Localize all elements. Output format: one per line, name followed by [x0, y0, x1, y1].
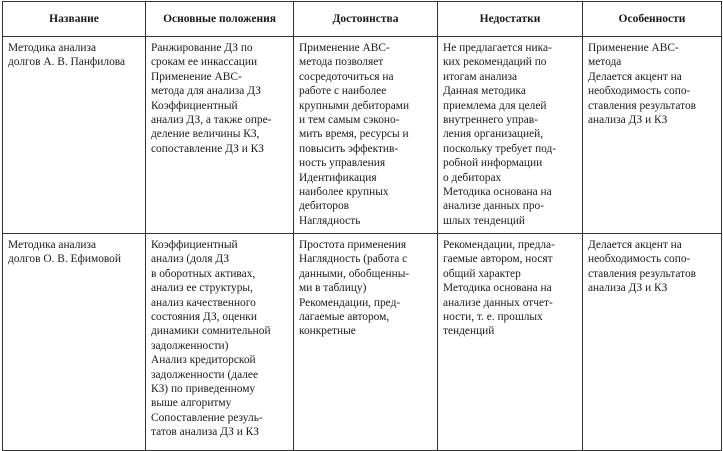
cell-advantages	[294, 234, 438, 451]
text-line: мить время, ресурсы и	[299, 128, 409, 141]
text-line: ности, т. е. прошлых	[443, 311, 543, 324]
cell-text	[8, 238, 142, 267]
text-line: метода позволяет	[299, 56, 384, 69]
header-row	[3, 2, 722, 37]
text-line: Коэффициентный	[151, 99, 238, 112]
text-line: наиболее крупных	[299, 186, 389, 199]
text-line: долгов А. В. Панфилова	[8, 56, 126, 69]
text-line: выше алгоритму	[151, 397, 232, 410]
text-line: в оборотных активах,	[151, 267, 256, 280]
text-line: конкретные	[299, 325, 356, 338]
table-row	[3, 37, 722, 234]
text-line: поскольку требует под-	[443, 142, 557, 155]
text-line: Наглядность (работа с	[299, 253, 408, 266]
text-line: деление величины КЗ,	[151, 128, 260, 141]
text-line: Методика основана на	[443, 282, 552, 295]
text-line: ставления результатов	[588, 267, 697, 280]
text-line: задолженности (далее	[151, 368, 259, 381]
text-line: ставления результатов	[588, 99, 697, 112]
text-line: Не предлагается ника-	[443, 42, 552, 54]
text-line: общий характер	[443, 267, 521, 280]
text-line: необходимость сопо-	[588, 253, 691, 266]
cell-text	[151, 238, 290, 440]
text-line: Применение ABC-	[299, 42, 390, 54]
text-line: Коэффициентный	[151, 239, 238, 251]
text-line: робной информации	[443, 157, 543, 170]
text-line: Методика анализа	[8, 239, 97, 251]
header-main-points: Основные положения	[146, 2, 294, 37]
text-line: гаемые автором, носят	[443, 253, 553, 266]
text-line: работе с наиболее	[299, 85, 387, 98]
text-line: анализа ДЗ и КЗ	[588, 282, 668, 295]
text-line: итогам анализа	[443, 70, 518, 83]
text-line: Рекомендации, предла-	[443, 239, 555, 251]
cell-name	[3, 37, 146, 234]
header-advantages: Достоинства	[294, 2, 438, 37]
cell-main-points	[146, 234, 294, 451]
cell-text	[299, 238, 434, 339]
text-line: КЗ) по приведенному	[151, 383, 256, 396]
text-line: сопоставление ДЗ и КЗ	[151, 142, 264, 155]
cell-main-points	[146, 37, 294, 234]
cell-disadvantages	[438, 37, 583, 234]
text-line: Рекомендации, пред-	[299, 296, 401, 309]
text-line: Применение ABC-	[151, 70, 242, 83]
cell-text	[588, 238, 718, 296]
cell-text	[443, 41, 579, 228]
text-line: ми в таблицу)	[299, 282, 367, 295]
text-line: лагаемые автором,	[299, 311, 390, 324]
text-line: тенденций	[443, 325, 495, 338]
cell-features	[583, 234, 722, 451]
text-line: необходимость сопо-	[588, 85, 691, 98]
text-line: сосредоточиться на	[299, 70, 394, 83]
text-line: и тем самым сэконо-	[299, 114, 400, 127]
text-line: повысить эффектив-	[299, 142, 399, 155]
text-line: долгов О. В. Ефимовой	[8, 253, 121, 266]
text-line: срокам ее инкассации	[151, 56, 258, 69]
text-line: Данная методика	[443, 85, 526, 98]
cell-disadvantages	[438, 234, 583, 451]
text-line: о дебиторах	[443, 171, 502, 184]
comparison-table	[2, 1, 722, 451]
text-line: Наглядность	[299, 214, 361, 227]
text-line: шлых тенденций	[443, 214, 526, 227]
text-line: Делается акцент на	[588, 70, 682, 83]
text-line: анализе данных отчет-	[443, 296, 553, 309]
text-line: ления организацией,	[443, 128, 544, 141]
text-line: Применение ABC-	[588, 42, 679, 54]
text-line: татов анализа ДЗ и КЗ	[151, 426, 259, 439]
text-line: анализ ее структуры,	[151, 282, 253, 295]
text-line: состояния ДЗ, оценки	[151, 311, 257, 324]
text-line: метода для анализа ДЗ	[151, 85, 261, 98]
table-row	[3, 234, 722, 451]
text-line: Идентификация	[299, 171, 377, 184]
text-line: Сопоставление резуль-	[151, 411, 263, 424]
text-line: метода	[588, 56, 622, 69]
cell-text	[151, 41, 290, 156]
cell-text	[8, 41, 142, 70]
text-line: внутреннего управ-	[443, 114, 538, 127]
text-line: анализа ДЗ и КЗ	[588, 114, 668, 127]
header-name: Название	[3, 2, 146, 37]
text-line: Простота применения	[299, 239, 407, 251]
cell-advantages	[294, 37, 438, 234]
text-line: анализ ДЗ, а также опре-	[151, 114, 272, 127]
text-line: Ранжирование ДЗ по	[151, 42, 253, 54]
cell-text	[443, 238, 579, 339]
cell-name	[3, 234, 146, 451]
text-line: данными, обобщенны-	[299, 267, 410, 280]
text-line: анализ качественного	[151, 296, 256, 309]
text-line: Анализ кредиторской	[151, 354, 256, 367]
text-line: динамики сомнительной	[151, 325, 271, 338]
text-line: ность управления	[299, 157, 386, 170]
text-line: Методика основана на	[443, 186, 552, 199]
text-line: Методика анализа	[8, 42, 97, 54]
text-line: Делается акцент на	[588, 239, 682, 251]
text-line: ких рекомендаций по	[443, 56, 547, 69]
cell-features	[583, 37, 722, 234]
cell-text	[299, 41, 434, 228]
header-disadvantages: Недостатки	[438, 2, 583, 37]
text-line: дебиторов	[299, 200, 350, 213]
cell-text	[588, 41, 718, 127]
text-line: задолженности)	[151, 339, 229, 352]
text-line: анализе данных про-	[443, 200, 545, 213]
text-line: приемлема для целей	[443, 99, 547, 112]
header-features: Особенности	[583, 2, 722, 37]
text-line: анализ (доля ДЗ	[151, 253, 230, 266]
text-line: крупными дебиторами	[299, 99, 410, 112]
